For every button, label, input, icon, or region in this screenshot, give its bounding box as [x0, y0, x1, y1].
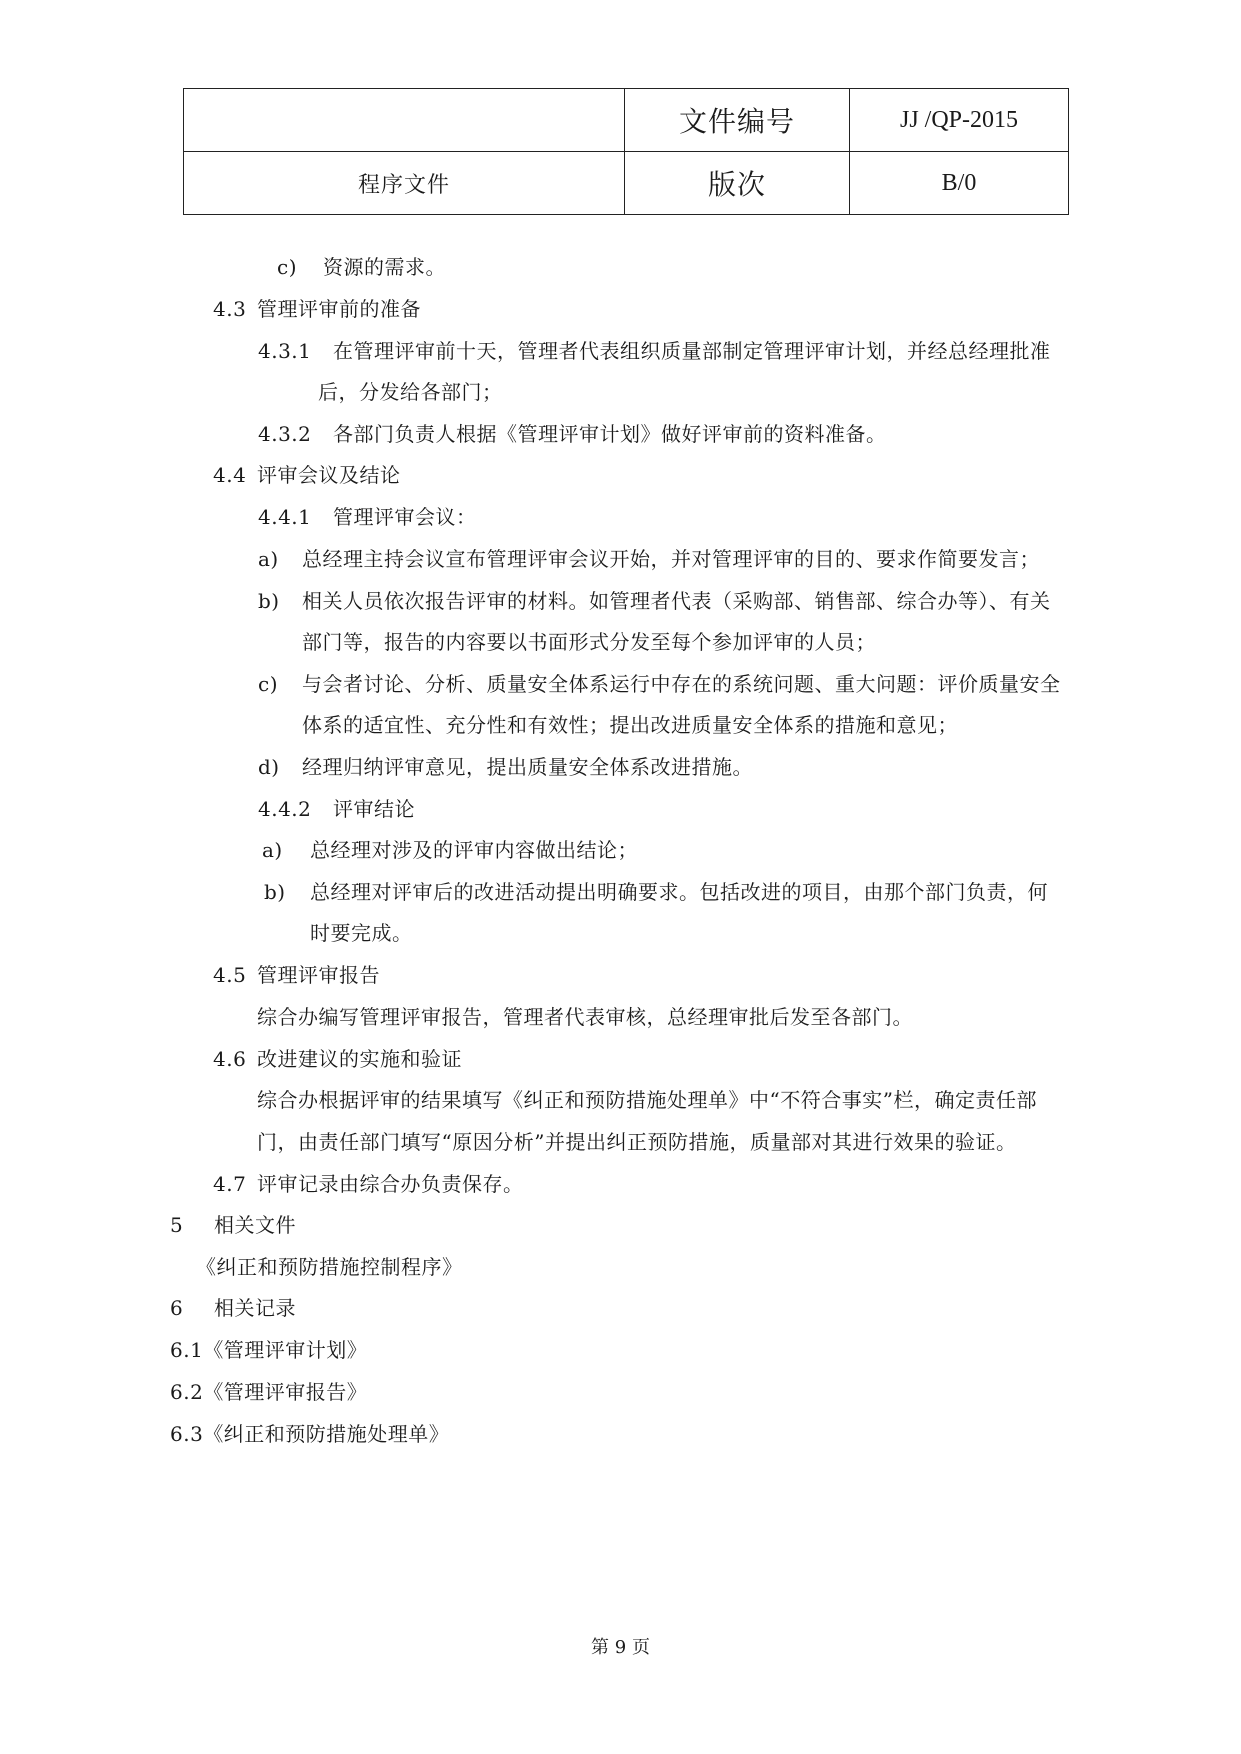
- section-heading: 4.7 评审记录由综合办负责保存。: [213, 1172, 524, 1196]
- list-item: 4.4.1 管理评审会议：: [258, 505, 477, 529]
- document-header-table: [183, 88, 1069, 215]
- version-value: B/0: [850, 152, 1069, 215]
- paragraph-line: 门，由责任部门填写“原因分析”并提出纠正预防措施，质量部对其进行效果的验证。: [257, 1130, 1017, 1154]
- section-heading: 4.3 管理评审前的准备: [213, 297, 421, 321]
- list-item: b) 总经理对评审后的改进活动提出明确要求。包括改进的项目，由那个部门负责，何: [264, 880, 1048, 904]
- list-item: 6.3《纠正和预防措施处理单》: [170, 1422, 450, 1446]
- page-number: 第 9 页: [591, 1637, 650, 1658]
- list-item: 4.3.2 各部门负责人根据《管理评审计划》做好评审前的资料准备。: [258, 422, 887, 446]
- list-item-continuation: 体系的适宜性、充分性和有效性；提出改进质量安全体系的措施和意见；: [302, 713, 958, 737]
- list-item: c) 资源的需求。: [277, 255, 446, 279]
- list-item: a) 总经理对涉及的评审内容做出结论；: [262, 838, 638, 862]
- list-item: b) 相关人员依次报告评审的材料。如管理者代表（采购部、销售部、综合办等）、有关: [258, 589, 1051, 613]
- list-item: 6.2《管理评审报告》: [170, 1380, 368, 1404]
- section-heading: 5 相关文件: [170, 1213, 296, 1237]
- list-item: 6.1《管理评审计划》: [170, 1338, 368, 1362]
- section-heading: 4.5 管理评审报告: [213, 963, 380, 987]
- list-item: 4.3.1 在管理评审前十天，管理者代表组织质量部制定管理评审计划，并经总经理批准: [258, 339, 1051, 363]
- section-heading: 4.6 改进建议的实施和验证: [213, 1047, 462, 1071]
- section-heading: 4.4 评审会议及结论: [213, 463, 401, 487]
- list-item: 4.4.2 评审结论: [258, 797, 415, 821]
- list-item-continuation: 部门等，报告的内容要以书面形式分发至每个参加评审的人员；: [302, 630, 876, 654]
- header-blank-cell: [184, 89, 625, 152]
- paragraph-line: 《纠正和预防措施控制程序》: [196, 1255, 463, 1279]
- file-no-label: 文件编号: [625, 89, 850, 152]
- list-item: d) 经理归纳评审意见，提出质量安全体系改进措施。: [258, 755, 753, 779]
- paragraph-line: 综合办编写管理评审报告，管理者代表审核，总经理审批后发至各部门。: [257, 1005, 913, 1029]
- list-item-continuation: 时要完成。: [310, 921, 413, 945]
- version-label: 版次: [625, 152, 850, 215]
- doc-type: 程序文件: [184, 152, 625, 215]
- section-heading: 6 相关记录: [170, 1296, 296, 1320]
- list-item-continuation: 后，分发给各部门；: [318, 380, 503, 404]
- file-no-value: JJ /QP-2015: [850, 89, 1069, 152]
- header-row-2: [184, 152, 1069, 215]
- list-item: c) 与会者讨论、分析、质量安全体系运行中存在的系统问题、重大问题：评价质量安全: [258, 672, 1061, 696]
- header-row-1: [184, 89, 1069, 152]
- paragraph-line: 综合办根据评审的结果填写《纠正和预防措施处理单》中“不符合事实”栏，确定责任部: [257, 1088, 1037, 1112]
- list-item: a) 总经理主持会议宣布管理评审会议开始，并对管理评审的目的、要求作简要发言；: [258, 547, 1040, 571]
